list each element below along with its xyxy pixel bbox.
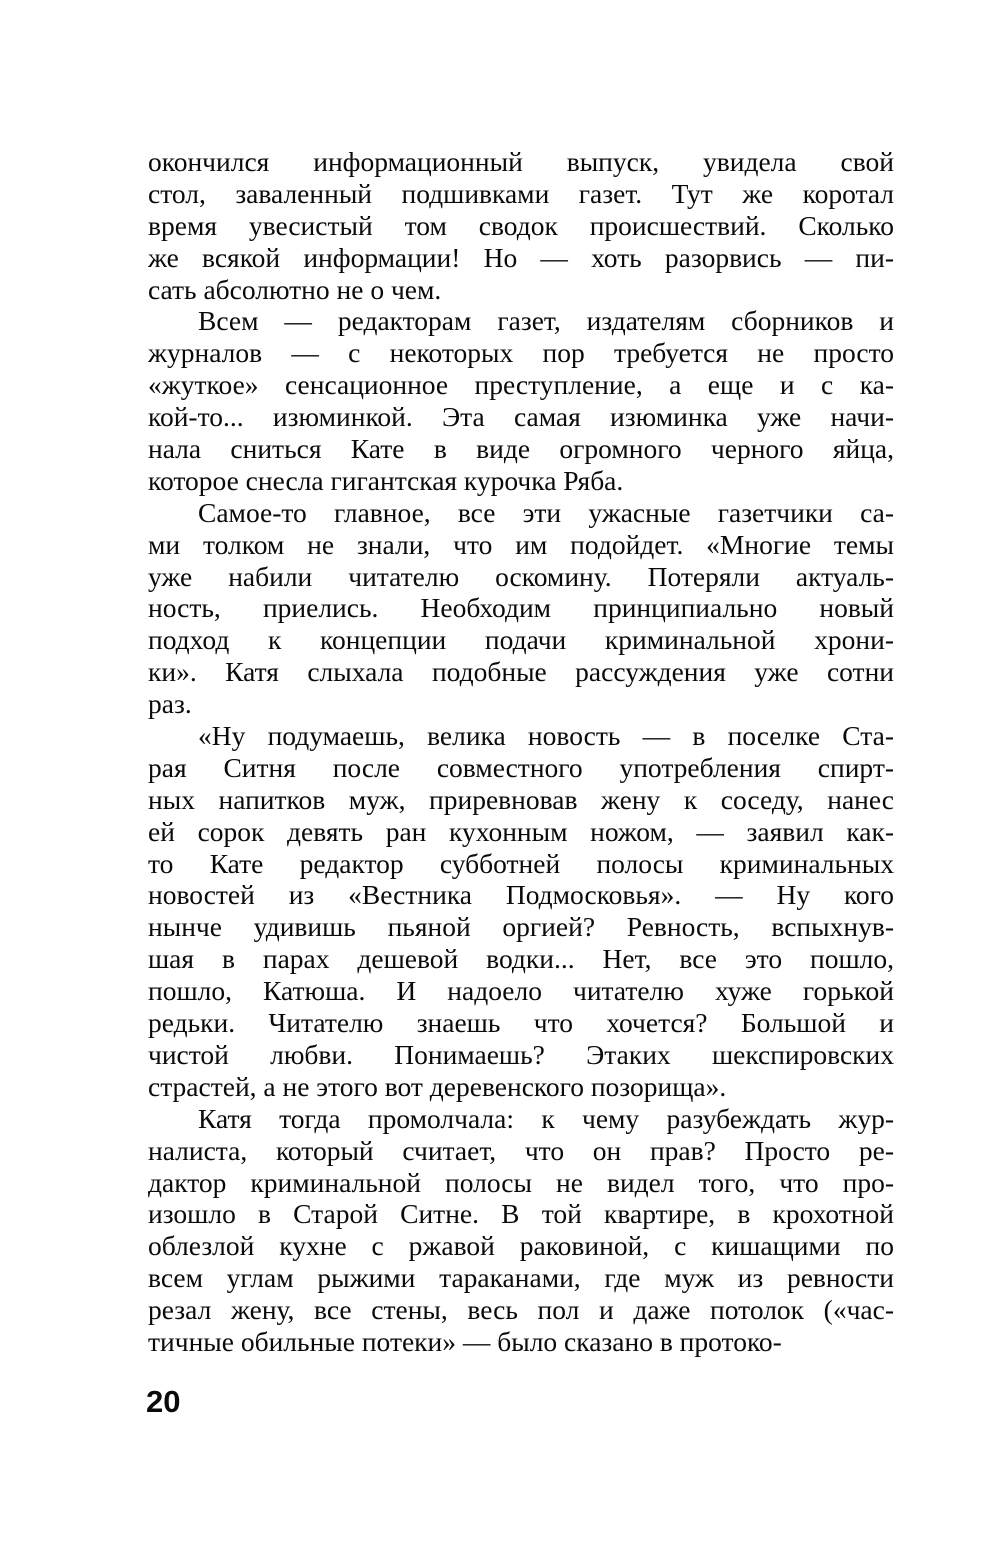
text-line: тичные обильные потеки» — было сказано в протоко- xyxy=(148,1325,782,1357)
text-line: ей сорок девять ран кухонным ножом, — заявил как- xyxy=(148,815,894,847)
text-line: сать абсолютно не о чем. xyxy=(148,273,442,305)
text-line: то Кате редактор субботней полосы криминальных xyxy=(148,847,894,879)
text-line: страстей, а не этого вот деревенского позорища». xyxy=(148,1070,727,1102)
text-line: ность, приелись. Необходим принципиально новый xyxy=(148,592,894,624)
text-line: Всем — редакторам газет, издателям сборников и xyxy=(198,305,894,337)
text-line: окончился информационный выпуск, увидела свой xyxy=(148,146,894,177)
text-line: же всякой информации! Но — хоть разорвись — пи- xyxy=(148,241,894,273)
text-line: раз. xyxy=(148,688,192,720)
text-line: кой-то... изюминкой. Эта самая изюминка уже начи- xyxy=(148,401,894,433)
text-line: дактор криминальной полосы не видел того, что про- xyxy=(148,1166,894,1198)
text-line: резал жену, все стены, весь пол и даже потолок («час- xyxy=(148,1294,894,1326)
text-line: редьки. Читателю знаешь что хочется? Большой и xyxy=(148,1007,894,1039)
text-line: Самое-то главное, все эти ужасные газетчики са- xyxy=(198,496,894,528)
text-line: рая Ситня после совместного употребления спирт- xyxy=(148,751,894,783)
page-number: 20 xyxy=(146,1384,181,1419)
text-line: журналов — с некоторых пор требуется не просто xyxy=(148,337,894,369)
text-line: изошло в Старой Ситне. В той квартире, в крохотной xyxy=(148,1198,894,1230)
text-line: шая в парах дешевой водки... Нет, все это пошло, xyxy=(148,943,894,975)
text-line: облезлой кухне с ржавой раковиной, с кишащими по xyxy=(148,1230,894,1262)
text-line: всем углам рыжими тараканами, где муж из ревности xyxy=(148,1262,894,1294)
text-line: пошло, Катюша. И надоело читателю хуже горькой xyxy=(148,975,894,1007)
body-text xyxy=(148,146,894,1358)
text-line: чистой любви. Понимаешь? Этаких шекспировских xyxy=(148,1038,894,1070)
text-line: которое снесла гигантская курочка Ряба. xyxy=(148,464,624,496)
text-line: ми толком не знали, что им подойдет. «Многие темы xyxy=(148,528,894,560)
text-line: время увесистый том сводок происшествий. Сколько xyxy=(148,209,894,241)
text-line: «Ну подумаешь, велика новость — в поселке Ста- xyxy=(198,720,894,752)
text-line: стол, заваленный подшивками газет. Тут же коротал xyxy=(148,177,894,209)
text-line: Катя тогда промолчала: к чему разубеждать жур- xyxy=(198,1102,894,1134)
text-line: нынче удивишь пьяной оргией? Ревность, вспыхнув- xyxy=(148,911,894,943)
text-line: «жуткое» сенсационное преступление, а еще и с ка- xyxy=(148,369,894,401)
text-line: подход к концепции подачи криминальной хрони- xyxy=(148,624,894,656)
text-line: налиста, который считает, что он прав? Просто ре- xyxy=(148,1134,894,1166)
text-line: уже набили читателю оскомину. Потеряли актуаль- xyxy=(148,560,894,592)
text-line: ных напитков муж, приревновав жену к соседу, нанес xyxy=(148,783,894,815)
text-line: ки». Катя слыхала подобные рассуждения уже сотни xyxy=(148,656,894,688)
text-line: новостей из «Вестника Подмосковья». — Ну кого xyxy=(148,879,894,911)
text-line: нала сниться Кате в виде огромного черного яйца, xyxy=(148,433,894,465)
